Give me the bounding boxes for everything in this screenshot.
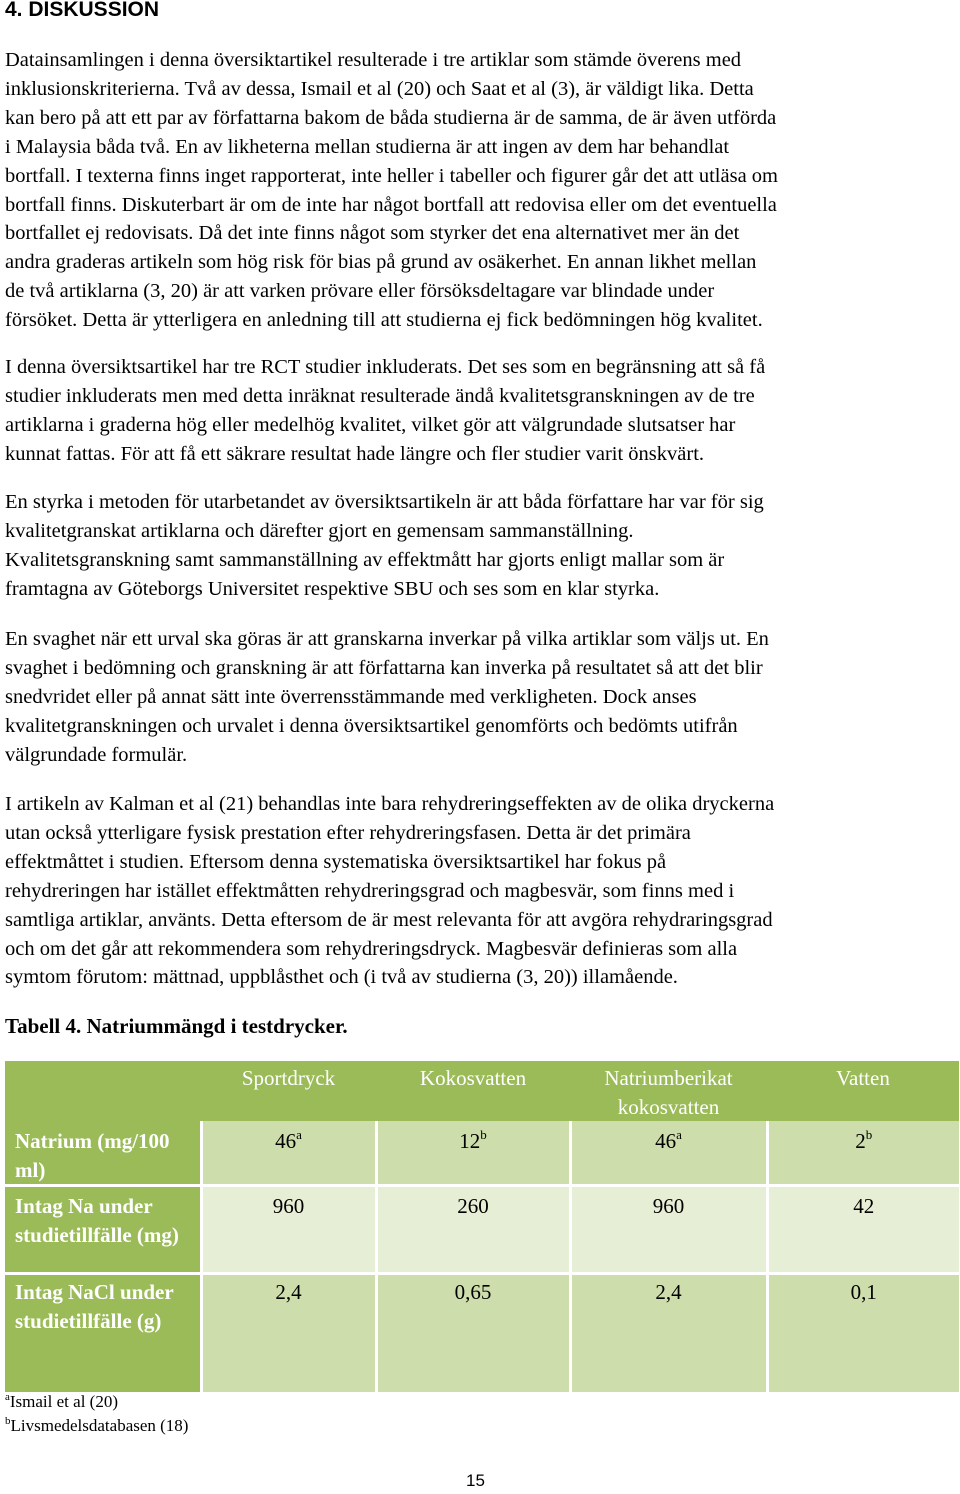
paragraph-kalman: I artikeln av Kalman et al (21) behandlas inte bara rehydreringseffekten av de olika dryckerna utan också ytterligare fysisk prestation efter rehydreringsfasen. Detta är det primära effektmåttet i studien. Eftersom denna systematiska översiktsartikel har fokus på rehydreringen har istället effektmåtten rehydreringsgrad och magbesvär, som finns med i samtliga artiklar, använts. Detta eftersom de är mest relevanta för att avgöra rehydraringsgrad och om det går att rekommendera som rehydreringsdryck. Magbesvär definieras som alla symtom förutom: mättnad, uppblåsthet och (i två av studierna (3, 20)) illamående. (5, 793, 775, 989)
section-heading: 4. DISKUSSION (5, 0, 160, 21)
column-header-sportdryck: Sportdryck (201, 1061, 376, 1121)
page-number: 15 (466, 1471, 485, 1490)
sodium-table (5, 1061, 959, 1392)
table-row (5, 1186, 959, 1274)
table-row (5, 1121, 959, 1186)
table-cell: 12$^b$ (376, 1121, 570, 1186)
paragraph-datainsamling: Datainsamlingen i denna översiktartikel resulterade i tre artiklar som stämde överens med inklusionskriterierna. Två av dessa, Ismail et al (20) och Saat et al (3), är väldigt lika. Detta kan bero på att ett par av författarna bakom de båda studierna är de samma, de är även utförda i Malaysia båda två. En av likheterna mellan studierna är att ingen av dem har behandlat bortfall. I texterna finns inget rapporterat, inte heller i tabeller och figurer går det att utläsa om bortfall finns. Diskuterbart är om de inte har något bortfall att redovisa eller om det eventuella bortfallet ej redovisats. Då det inte finns något som styrker det ena alternativet mer än det andra graderas artikeln som hög risk för bias på grund av osäkerhet. En annan likhet mellan de två artiklarna (3, 20) är att varken prövare eller försöksdeltagare var blindade under försöket. Detta är ytterligera en anledning till att studierna ej fick bedömningen hög kvalitet. (5, 49, 778, 332)
row-header-intag-nacl: Intag NaCl under studietillfälle (g) (5, 1274, 201, 1392)
column-header-vatten: Vatten (767, 1061, 959, 1121)
paragraph-begransning: I denna översiktsartikel har tre RCT studier inkluderats. Det ses som en begränsning att så få studier inkluderats men med detta inräknat resulterade ändå kvalitetsgranskningen av de tre artiklarna i graderna hög eller medelhög kvalitet, vilket gör att välgrundade slutsatser har kunnat fattas. För att få ett säkrare resultat hade längre och fler studier varit önskvärt. (5, 356, 766, 465)
table-header-row (5, 1061, 959, 1121)
table-cell: 0,65 (376, 1274, 570, 1392)
table-caption: Tabell 4. Natriummängd i testdrycker. (5, 1014, 348, 1038)
table-cell: 42 (767, 1186, 959, 1274)
table-cell: 46$^a$ (201, 1121, 376, 1186)
table-corner-cell (5, 1061, 201, 1121)
paragraph-styrka: En styrka i metoden för utarbetandet av översiktsartikeln är att båda författare har var för sig kvalitetgranskat artiklarna och därefter gjort en gemensam sammanställning. Kvalitetsgranskning samt sammanställning av effektmått har gjorts enligt mallar som är framtagna av Göteborgs Universitet respektive SBU och ses som en klar styrka. (5, 491, 764, 600)
table-cell: 2,4 (201, 1274, 376, 1392)
row-header-intag-na: Intag Na under studietillfälle (mg) (5, 1186, 201, 1274)
table-cell: 260 (376, 1186, 570, 1274)
table-cell: 2,4 (570, 1274, 767, 1392)
footnote-a: $^a$Ismail et al (20) (5, 1391, 118, 1411)
table-cell: 960 (201, 1186, 376, 1274)
footnote-b: $^b$Livsmedelsdatabasen (18) (5, 1415, 189, 1435)
table-row (5, 1274, 959, 1392)
table-cell: 0,1 (767, 1274, 959, 1392)
column-header-natriumberikat: Natriumberikat kokosvatten (570, 1061, 767, 1121)
table-cell: 960 (570, 1186, 767, 1274)
table-cell: 2$^b$ (767, 1121, 959, 1186)
table-footnotes (5, 1390, 188, 1438)
paragraph-svaghet: En svaghet när ett urval ska göras är att granskarna inverkar på vilka artiklar som väljs ut. En svaghet i bedömning och granskning är att författarna kan inverka på resultatet så att det blir snedvridet eller på annat sätt inte överrensstämmande med verkligheten. Dock anses kvalitetgranskningen och urvalet i denna översiktsartikel genomförts och bedömts utifrån välgrundade formulär. (5, 628, 769, 766)
row-header-natrium: Natrium (mg/100 ml) (5, 1121, 201, 1186)
table-cell: 46$^a$ (570, 1121, 767, 1186)
column-header-kokosvatten: Kokosvatten (376, 1061, 570, 1121)
